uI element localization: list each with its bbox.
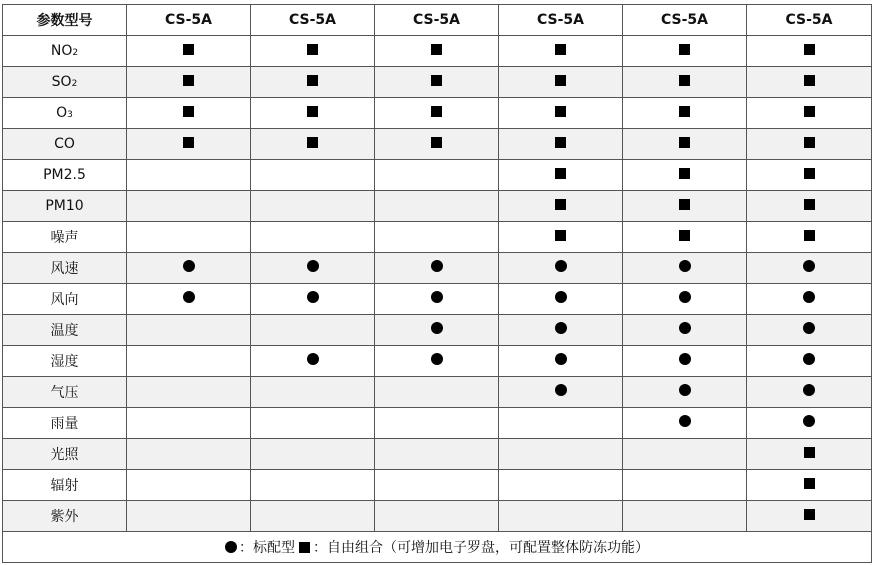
param-subscript: 2	[72, 48, 79, 58]
feature-cell	[499, 439, 623, 470]
feature-cell	[623, 408, 747, 439]
feature-cell	[127, 470, 251, 501]
feature-cell	[251, 191, 375, 222]
filled-circle-icon	[183, 291, 195, 303]
feature-cell	[747, 253, 872, 284]
legend-row	[3, 532, 872, 563]
filled-square-icon	[804, 168, 815, 179]
filled-square-icon	[183, 137, 194, 148]
feature-cell	[127, 439, 251, 470]
feature-cell	[499, 98, 623, 129]
filled-square-icon	[307, 106, 318, 117]
filled-square-icon	[183, 75, 194, 86]
filled-square-icon	[679, 75, 690, 86]
model-header: CS-5A	[623, 5, 747, 36]
feature-cell	[375, 377, 499, 408]
param-label-text: 风向	[50, 292, 79, 308]
feature-cell	[747, 67, 872, 98]
feature-cell	[251, 222, 375, 253]
param-label-text: 紫外	[50, 509, 79, 525]
filled-circle-icon	[803, 353, 815, 365]
feature-cell	[499, 501, 623, 532]
table-row	[3, 222, 872, 253]
filled-square-icon	[804, 447, 815, 458]
feature-cell	[623, 346, 747, 377]
feature-cell	[375, 222, 499, 253]
feature-cell	[375, 470, 499, 501]
param-label	[3, 501, 127, 532]
feature-cell	[623, 284, 747, 315]
feature-cell	[499, 160, 623, 191]
filled-circle-icon	[307, 291, 319, 303]
feature-cell	[499, 191, 623, 222]
param-label-text: PM10	[45, 198, 84, 214]
param-label-text: 湿度	[50, 354, 79, 370]
feature-cell	[623, 98, 747, 129]
feature-cell	[127, 501, 251, 532]
filled-circle-icon	[679, 384, 691, 396]
table-row	[3, 501, 872, 532]
feature-cell	[375, 67, 499, 98]
filled-square-icon	[804, 44, 815, 55]
filled-square-icon	[804, 137, 815, 148]
filled-square-icon	[431, 44, 442, 55]
feature-cell	[499, 284, 623, 315]
table-row	[3, 377, 872, 408]
feature-cell	[499, 67, 623, 98]
filled-square-icon	[183, 106, 194, 117]
model-header: CS-5A	[375, 5, 499, 36]
feature-cell	[251, 408, 375, 439]
param-label	[3, 439, 127, 470]
legend	[3, 532, 872, 563]
table-row	[3, 346, 872, 377]
filled-square-icon	[307, 44, 318, 55]
filled-square-icon	[555, 199, 566, 210]
feature-cell	[375, 315, 499, 346]
spec-table	[2, 4, 872, 563]
feature-cell	[127, 129, 251, 160]
filled-circle-icon	[555, 322, 567, 334]
filled-circle-icon	[307, 260, 319, 272]
param-label	[3, 191, 127, 222]
feature-cell	[747, 501, 872, 532]
table-row	[3, 36, 872, 67]
feature-cell	[251, 98, 375, 129]
table-body	[3, 36, 872, 532]
filled-circle-icon	[679, 322, 691, 334]
feature-cell	[375, 129, 499, 160]
param-label-text: PM2.5	[43, 167, 86, 183]
param-label	[3, 408, 127, 439]
filled-square-icon	[804, 230, 815, 241]
feature-cell	[127, 284, 251, 315]
param-label	[3, 346, 127, 377]
filled-circle-icon	[555, 260, 567, 272]
feature-cell	[623, 160, 747, 191]
filled-circle-icon	[431, 291, 443, 303]
table-row	[3, 284, 872, 315]
filled-circle-icon	[431, 260, 443, 272]
feature-cell	[747, 98, 872, 129]
feature-cell	[375, 253, 499, 284]
feature-cell	[499, 36, 623, 67]
feature-cell	[251, 36, 375, 67]
filled-circle-icon	[803, 291, 815, 303]
filled-square-icon	[679, 230, 690, 241]
feature-cell	[499, 470, 623, 501]
feature-cell	[499, 377, 623, 408]
model-header: CS-5A	[251, 5, 375, 36]
feature-cell	[251, 67, 375, 98]
feature-cell	[623, 67, 747, 98]
model-header: CS-5A	[127, 5, 251, 36]
feature-cell	[499, 408, 623, 439]
filled-square-icon	[555, 230, 566, 241]
filled-circle-icon	[183, 260, 195, 272]
feature-cell	[251, 253, 375, 284]
filled-circle-icon	[679, 353, 691, 365]
feature-cell	[375, 346, 499, 377]
feature-cell	[251, 284, 375, 315]
feature-cell	[747, 36, 872, 67]
filled-square-icon	[555, 75, 566, 86]
feature-cell	[499, 315, 623, 346]
legend-dot-icon	[225, 541, 237, 553]
filled-square-icon	[804, 75, 815, 86]
param-label	[3, 377, 127, 408]
filled-square-icon	[307, 75, 318, 86]
feature-cell	[747, 284, 872, 315]
feature-cell	[747, 346, 872, 377]
param-label-text: NO	[50, 43, 73, 59]
filled-circle-icon	[307, 353, 319, 365]
feature-cell	[127, 408, 251, 439]
table-row	[3, 253, 872, 284]
feature-cell	[375, 284, 499, 315]
filled-square-icon	[679, 199, 690, 210]
param-subscript: 2	[71, 79, 78, 89]
filled-square-icon	[804, 478, 815, 489]
feature-cell	[747, 377, 872, 408]
feature-cell	[375, 501, 499, 532]
feature-cell	[623, 129, 747, 160]
param-label-text: 风速	[50, 261, 79, 277]
feature-cell	[375, 160, 499, 191]
feature-cell	[623, 439, 747, 470]
param-label	[3, 284, 127, 315]
param-label-text: 光照	[50, 447, 79, 463]
table-row	[3, 470, 872, 501]
param-label-text: 温度	[50, 323, 79, 339]
param-label	[3, 315, 127, 346]
feature-cell	[251, 439, 375, 470]
feature-cell	[747, 222, 872, 253]
filled-circle-icon	[679, 291, 691, 303]
feature-cell	[127, 315, 251, 346]
table-row	[3, 315, 872, 346]
param-label-text: 辐射	[50, 478, 79, 494]
table-row	[3, 67, 872, 98]
feature-cell	[499, 222, 623, 253]
feature-cell	[499, 253, 623, 284]
filled-square-icon	[804, 199, 815, 210]
feature-cell	[251, 129, 375, 160]
feature-cell	[127, 222, 251, 253]
filled-circle-icon	[803, 415, 815, 427]
legend-square-text: ：自由组合（可增加电子罗盘，可配置整体防冻功能）	[313, 540, 649, 556]
filled-circle-icon	[555, 384, 567, 396]
filled-circle-icon	[555, 291, 567, 303]
filled-circle-icon	[555, 353, 567, 365]
table-row	[3, 191, 872, 222]
feature-cell	[623, 36, 747, 67]
filled-circle-icon	[679, 415, 691, 427]
param-label	[3, 129, 127, 160]
param-label	[3, 222, 127, 253]
param-label-text: O	[56, 105, 68, 121]
param-label	[3, 470, 127, 501]
table-row	[3, 160, 872, 191]
filled-square-icon	[679, 106, 690, 117]
feature-cell	[747, 129, 872, 160]
feature-cell	[127, 191, 251, 222]
param-label	[3, 98, 127, 129]
feature-cell	[375, 439, 499, 470]
param-label	[3, 160, 127, 191]
filled-square-icon	[431, 106, 442, 117]
filled-square-icon	[555, 106, 566, 117]
table-row	[3, 408, 872, 439]
filled-circle-icon	[803, 260, 815, 272]
param-label-text: 气压	[50, 385, 79, 401]
feature-cell	[747, 191, 872, 222]
filled-square-icon	[679, 168, 690, 179]
feature-cell	[747, 408, 872, 439]
feature-cell	[623, 501, 747, 532]
feature-cell	[623, 191, 747, 222]
feature-cell	[375, 191, 499, 222]
model-header: CS-5A	[747, 5, 872, 36]
param-label-text: 雨量	[50, 416, 79, 432]
filled-square-icon	[804, 509, 815, 520]
filled-square-icon	[804, 106, 815, 117]
table-row	[3, 439, 872, 470]
feature-cell	[375, 98, 499, 129]
feature-cell	[251, 470, 375, 501]
legend-dot-text: ：标配型	[239, 540, 295, 556]
filled-circle-icon	[431, 353, 443, 365]
filled-circle-icon	[431, 322, 443, 334]
feature-cell	[747, 160, 872, 191]
filled-square-icon	[431, 75, 442, 86]
feature-cell	[747, 315, 872, 346]
feature-cell	[251, 377, 375, 408]
feature-cell	[127, 36, 251, 67]
feature-cell	[375, 36, 499, 67]
filled-square-icon	[555, 44, 566, 55]
param-label	[3, 67, 127, 98]
filled-square-icon	[431, 137, 442, 148]
param-label-text: SO	[51, 74, 72, 90]
table-row	[3, 98, 872, 129]
param-label	[3, 253, 127, 284]
feature-cell	[375, 408, 499, 439]
param-label-text: CO	[54, 136, 75, 152]
feature-cell	[251, 160, 375, 191]
feature-cell	[623, 222, 747, 253]
feature-cell	[623, 377, 747, 408]
filled-circle-icon	[679, 260, 691, 272]
feature-cell	[127, 67, 251, 98]
feature-cell	[747, 470, 872, 501]
legend-square-icon	[299, 542, 310, 553]
param-subscript: 3	[67, 110, 73, 120]
feature-cell	[127, 98, 251, 129]
feature-cell	[623, 315, 747, 346]
param-header: 参数型号	[3, 5, 127, 36]
filled-square-icon	[183, 44, 194, 55]
feature-cell	[251, 501, 375, 532]
filled-circle-icon	[803, 384, 815, 396]
param-label-text: 噪声	[50, 230, 79, 246]
feature-cell	[251, 315, 375, 346]
feature-cell	[499, 129, 623, 160]
feature-cell	[127, 160, 251, 191]
header-row	[3, 5, 872, 36]
model-header: CS-5A	[499, 5, 623, 36]
filled-circle-icon	[803, 322, 815, 334]
filled-square-icon	[307, 137, 318, 148]
feature-cell	[127, 253, 251, 284]
filled-square-icon	[679, 137, 690, 148]
feature-cell	[127, 377, 251, 408]
feature-cell	[747, 439, 872, 470]
filled-square-icon	[555, 168, 566, 179]
table-row	[3, 129, 872, 160]
feature-cell	[127, 346, 251, 377]
filled-square-icon	[679, 44, 690, 55]
feature-cell	[251, 346, 375, 377]
feature-cell	[499, 346, 623, 377]
param-label	[3, 36, 127, 67]
filled-square-icon	[555, 137, 566, 148]
feature-cell	[623, 253, 747, 284]
feature-cell	[623, 470, 747, 501]
